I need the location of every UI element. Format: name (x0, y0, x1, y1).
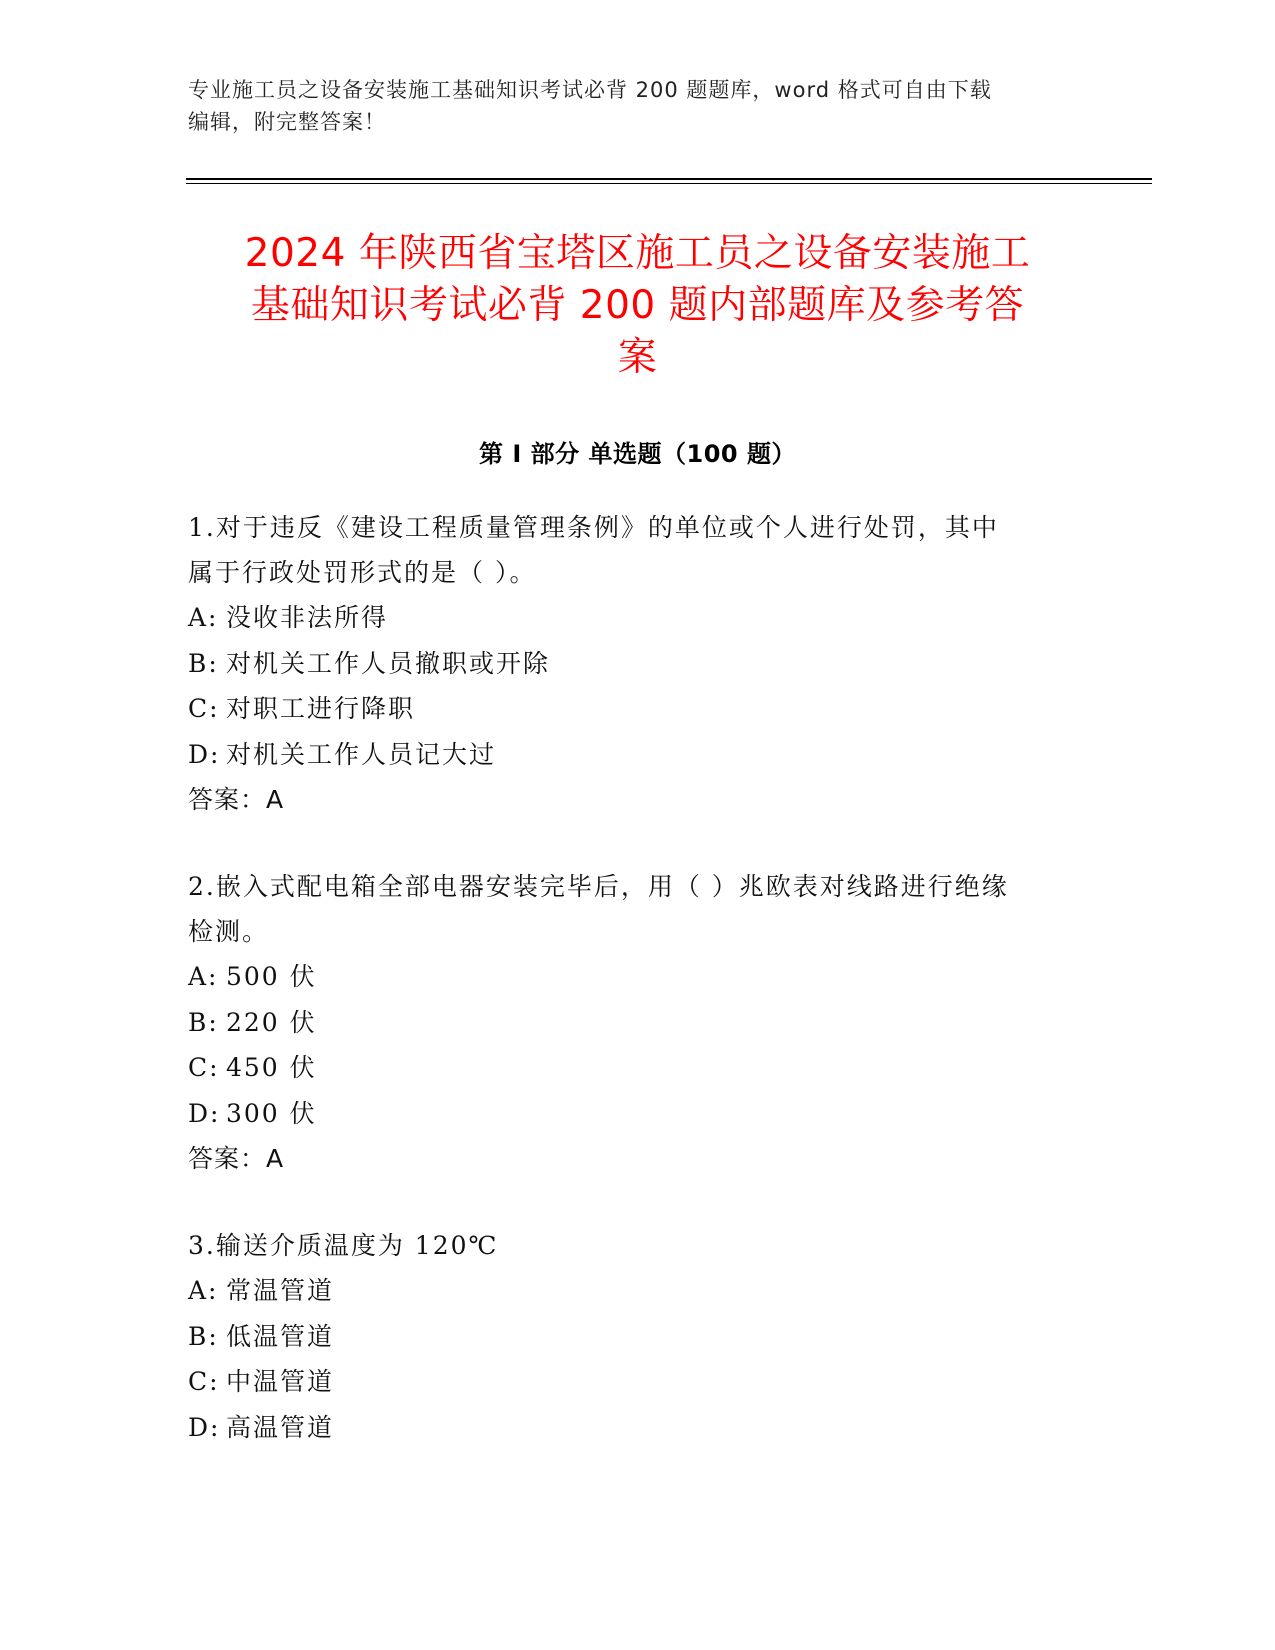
question-stem-line-2: 属于行政处罚形式的是（ ）。 (188, 558, 537, 587)
option-b (188, 1314, 1078, 1360)
title-line-3: 案 (617, 335, 658, 380)
option-text: 没收非法所得 (226, 603, 389, 632)
question-stem-line-1: 3.输送介质温度为 120℃ (188, 1231, 499, 1260)
option-a (188, 595, 1078, 641)
option-b (188, 641, 1078, 687)
question-stem-line-1: 1.对于违反《建设工程质量管理条例》的单位或个人进行处罚，其中 (188, 513, 999, 542)
option-key: A: (188, 603, 219, 632)
title-line-1: 2024 年陕西省宝塔区施工员之设备安装施工 (244, 231, 1031, 276)
header-note-line-2: 编辑，附完整答案！ (188, 110, 386, 134)
option-key: B: (188, 648, 219, 678)
option-key: C: (188, 1053, 220, 1082)
option-c (188, 1359, 1078, 1405)
option-key: B: (188, 1007, 219, 1037)
option-text: 中温管道 (226, 1367, 335, 1396)
option-text: 500 伏 (226, 962, 317, 991)
document-title (150, 228, 1125, 384)
question-1 (188, 505, 1078, 822)
option-key: C: (188, 694, 220, 723)
option-d (188, 1091, 1078, 1137)
header-divider-thick (186, 178, 1152, 180)
question-3 (188, 1223, 1078, 1450)
option-key: A: (188, 1276, 219, 1305)
option-key: C: (188, 1367, 220, 1396)
option-key: D: (188, 1412, 221, 1442)
option-key: B: (188, 1321, 219, 1351)
question-stem-line-1: 2.嵌入式配电箱全部电器安装完毕后，用（ ）兆欧表对线路进行绝缘 (188, 872, 1009, 901)
option-key: D: (188, 739, 221, 769)
option-text: 对机关工作人员撤职或开除 (226, 648, 551, 678)
answer-line: 答案：A (188, 1144, 285, 1173)
option-d (188, 732, 1078, 778)
option-c (188, 686, 1078, 732)
section-heading: 第 I 部分 单选题（100 题） (479, 440, 796, 468)
option-c (188, 1045, 1078, 1091)
option-text: 对机关工作人员记大过 (226, 739, 497, 769)
option-text: 对职工进行降职 (226, 694, 416, 723)
option-text: 300 伏 (226, 1098, 317, 1128)
title-line-2: 基础知识考试必背 200 题内部题库及参考答 (250, 283, 1025, 328)
option-key: A: (188, 962, 219, 991)
option-text: 450 伏 (226, 1053, 317, 1082)
option-b (188, 1000, 1078, 1046)
option-text: 220 伏 (226, 1007, 317, 1037)
option-text: 低温管道 (226, 1321, 335, 1351)
answer-line: 答案：A (188, 785, 285, 814)
option-text: 高温管道 (226, 1412, 335, 1442)
document-header-note (188, 74, 1088, 138)
question-stem-line-2: 检测。 (188, 917, 270, 946)
option-key: D: (188, 1098, 221, 1128)
option-a (188, 954, 1078, 1000)
question-2 (188, 864, 1078, 1181)
header-note-line-1: 专业施工员之设备安装施工基础知识考试必背 200 题题库，word 格式可自由下载 (188, 78, 992, 102)
header-divider-thin (186, 183, 1152, 184)
option-a (188, 1268, 1078, 1314)
option-d (188, 1405, 1078, 1451)
option-text: 常温管道 (226, 1276, 335, 1305)
